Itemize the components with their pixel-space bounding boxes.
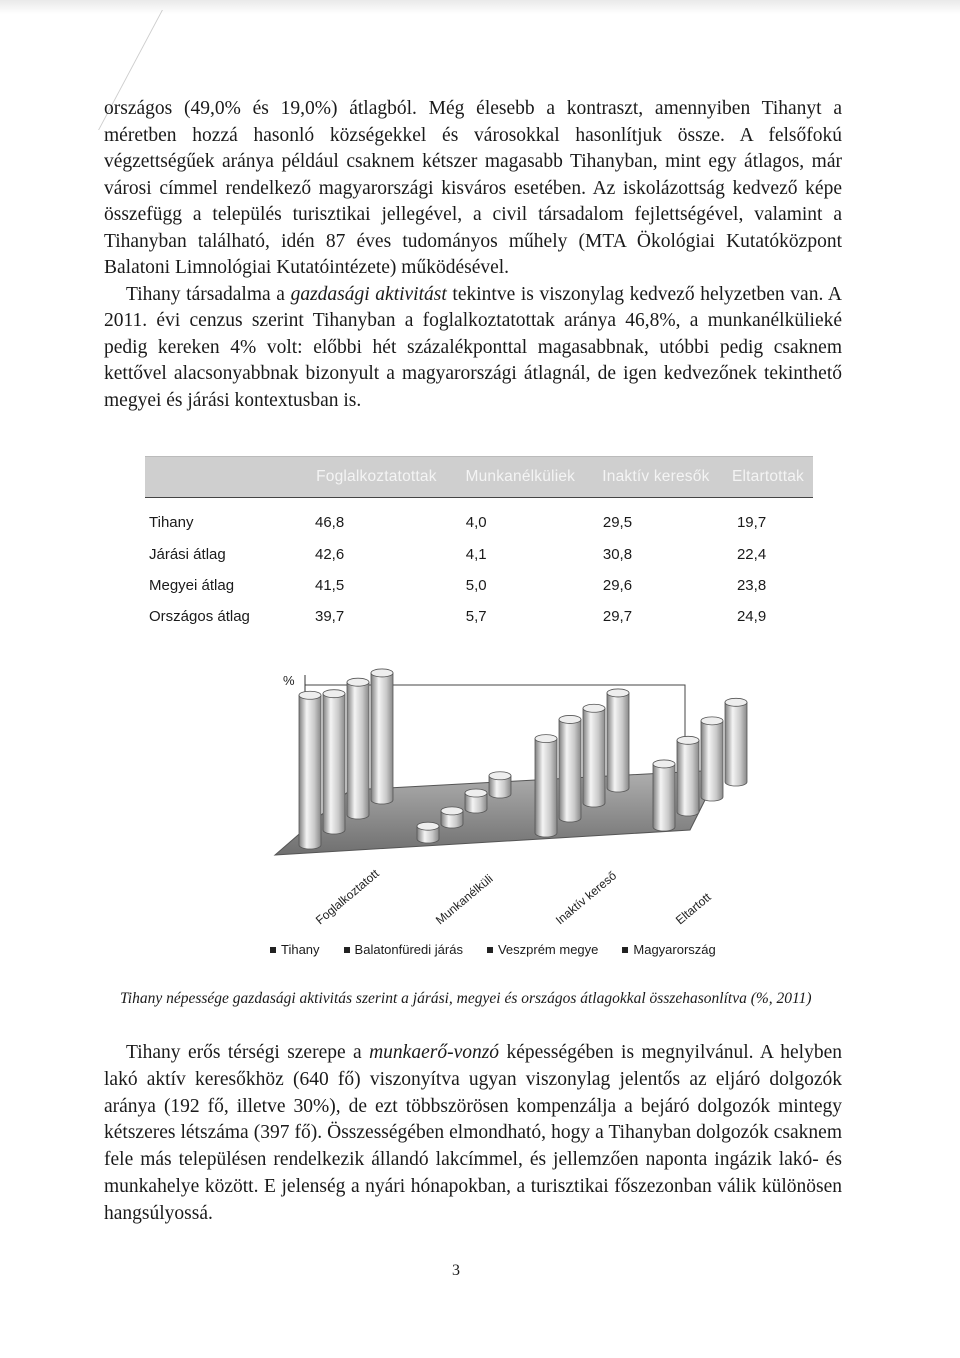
cylinder-chart [145, 655, 813, 965]
chart-category-label: Munkanélküli [432, 871, 496, 928]
paragraph [104, 96, 842, 282]
chart-cylinder-top [371, 669, 393, 677]
legend-label: Balatonfüredi járás [354, 942, 463, 957]
chart-cylinder-top [725, 698, 747, 706]
chart-cylinder [653, 764, 675, 831]
table-row [145, 570, 813, 601]
legend-swatch [270, 947, 276, 953]
legend-swatch [622, 947, 628, 953]
legend-label: Tihany [281, 942, 320, 957]
emphasis-text: gazdasági aktivitást [290, 283, 447, 305]
legend-item [487, 942, 598, 957]
paragraph [104, 282, 842, 415]
chart-cylinder-top [583, 704, 605, 712]
body-text-bottom [104, 1040, 842, 1228]
table-header-row [145, 457, 813, 498]
legend-item [270, 942, 320, 957]
chart-cylinder-top [559, 715, 581, 723]
chart-cylinder [607, 693, 629, 792]
chart-cylinder-top [417, 822, 439, 830]
table-header-blank [145, 457, 301, 498]
legend-swatch [344, 947, 350, 953]
chart-canvas [145, 655, 813, 955]
chart-cylinder-top [347, 678, 369, 686]
chart-cylinder-top [489, 772, 511, 780]
table-header-cell: Foglalkoztatottak [301, 457, 452, 498]
row-label: Járási átlag [149, 546, 226, 563]
chart-cylinder [725, 702, 747, 786]
table-header-cell: Eltartottak [723, 457, 813, 498]
table-cell: 4,0 [465, 514, 487, 531]
legend-item [622, 942, 715, 957]
chart-cylinder [677, 740, 699, 816]
chart-cylinder [583, 708, 605, 807]
row-label: Országos átlag [149, 608, 250, 625]
page-number: 3 [452, 1262, 460, 1279]
chart-cylinder [299, 695, 321, 849]
chart-cylinder-top [607, 689, 629, 697]
table-cell: 30,8 [602, 546, 633, 563]
table-header-cell: Inaktív keresők [589, 457, 723, 498]
table-cell: 29,7 [602, 608, 633, 625]
chart-y-label: % [283, 673, 295, 688]
table-header-cell: Munkanélküliek [452, 457, 589, 498]
chart-cylinder-top [441, 807, 463, 815]
chart-cylinder [535, 739, 557, 837]
chart-cylinder-top [299, 691, 321, 699]
table-cell: 5,0 [465, 577, 487, 594]
table-cell: 29,6 [602, 577, 633, 594]
figure-caption: Tihany népessége gazdasági aktivitás szerint a járási, megyei és országos átlagokkal összehasonlítva (%, 2011) [120, 990, 812, 1007]
chart-cylinder [371, 673, 393, 804]
legend-label: Magyarország [633, 942, 716, 957]
legend-label: Veszprém megye [497, 942, 599, 957]
chart-cylinder-top [535, 735, 557, 743]
table-cell: 4,1 [465, 546, 487, 563]
text-segment: tekintve is viszonylag kedvező helyzetben van. A 2011. évi cenzus szerint Tihanyban a foglalkoztatottak aránya 46,8%, a munkanélkülieké pedig kereken 4% volt: előbbi hét százalékponttal magasabbnak, utóbbi pedig csaknem kettővel alacsonyabbnak bizonyult a magyarországi átlagnál, de igen kedvezőnek tekinthető megyei és járási kontextusban is. [104, 283, 842, 411]
chart-cylinder-top [323, 690, 345, 698]
chart-cylinder [701, 721, 723, 801]
text-segment: Tihany erős térségi szerepe a [126, 1042, 370, 1063]
chart-cylinder-top [465, 789, 487, 797]
chart-category-label: Eltartott [672, 889, 714, 928]
table-cell: 42,6 [315, 546, 345, 563]
chart-cylinder [323, 694, 345, 834]
body-text-top [104, 96, 842, 414]
table-cell: 23,8 [736, 577, 767, 594]
table-row [145, 601, 813, 632]
chart-cylinder-top [653, 760, 675, 768]
table-cell: 29,5 [602, 514, 633, 531]
chart-category-label: Inaktív kereső [552, 868, 620, 928]
chart-cylinder [347, 682, 369, 819]
table-cell: 5,7 [465, 608, 487, 625]
table-cell: 41,5 [315, 577, 345, 594]
chart-cylinder-top [677, 736, 699, 744]
table-cell: 39,7 [315, 608, 345, 625]
table-cell: 19,7 [736, 514, 767, 531]
chart-legend [270, 942, 790, 957]
emphasis-text: munkaerő-vonzó [369, 1042, 500, 1063]
table-row [145, 498, 813, 540]
row-label: Tihany [149, 514, 194, 531]
economic-activity-table [145, 456, 813, 632]
table-cell: 24,9 [736, 608, 767, 625]
table-cell: 46,8 [315, 514, 345, 531]
table-row [145, 539, 813, 570]
legend-swatch [487, 947, 493, 953]
row-label: Megyei átlag [149, 577, 235, 594]
chart-cylinder-top [701, 717, 723, 725]
text-segment: országos (49,0% és 19,0%) átlagból. Még élesebb a kontraszt, amennyiben Tihanyt a méretben hozzá hasonló községekkel és városokkal hasonlítjuk össze. A felsőfokú végzettségűek aránya például csaknem kétszer magasabb Tihanyban, mint egy átlagos, már városi címmel rendelkező magyarországi kisváros esetében. Az iskolázottság kedvező képe összefügg a település turisztikai jellegével, a civil társadalom fejlettségével, valamint a Tihanyban található, idén 87 éves tudományos műhely (MTA Ökológiai Kutatóközpont Balatoni Limnológiai Kutatóintézete) működésével. [104, 98, 842, 278]
legend-item [344, 942, 463, 957]
chart-cylinder [559, 719, 581, 822]
text-segment: Tihany társadalma a [126, 283, 291, 305]
chart-category-label: Foglalkoztatott [312, 866, 382, 928]
table-cell: 22,4 [736, 546, 767, 563]
text-segment: képességében is megnyilvánul. A helyben lakó aktív keresőkhöz (640 fő) viszonyítva ugyan viszonylag jelentős az eljáró dolgozók aránya (192 fő, illetve 30%), de ezt többszörösen kompenzálja a bejáró dolgozók mintegy kétszeres létszáma (397 fő). Összességében elmondható, hogy a Tihanyban dolgozók csaknem fele más településen rendelkezik állandó lakcímmel, és jellemzően naponta ingázik lakó- és munkahelye között. E jelenség a nyári hónapokban, a turisztikai főszezonban válik különösen hangsúlyossá. [104, 1042, 842, 1224]
paragraph [104, 1040, 842, 1228]
